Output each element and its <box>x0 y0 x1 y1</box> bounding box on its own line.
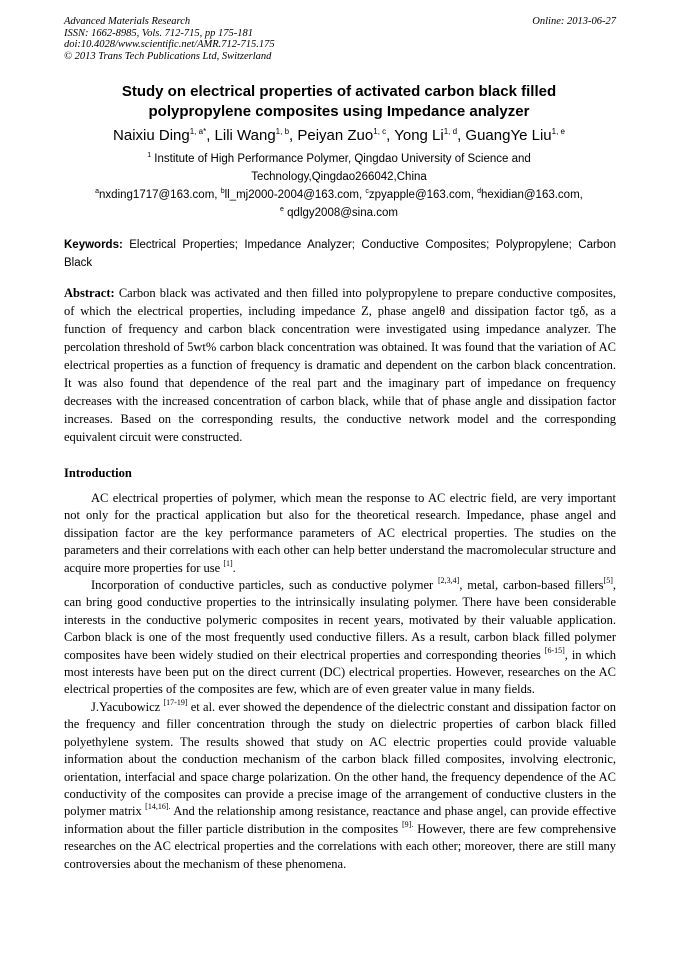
journal-name: Advanced Materials Research <box>64 16 191 27</box>
introduction-heading: Introduction <box>64 466 132 480</box>
citation: [2,3,4] <box>438 576 460 586</box>
issn-line: ISSN: 1662-8985, Vols. 712-715, pp 175-181 <box>64 27 253 39</box>
paragraph-3 <box>64 699 616 873</box>
paragraph-text: , metal, carbon-based fillers <box>459 578 604 593</box>
citation: [17-19] <box>163 697 188 707</box>
email-address[interactable]: hexidian@163.com <box>481 189 580 201</box>
citation: [14,16]. <box>145 802 171 812</box>
paragraph-text: . <box>232 560 236 575</box>
abstract-text: Carbon black was activated and then filled into polypropylene to prepare conductive composites, of which the electrical properties, including impedance Z, phase angelθ and dissipation factor tgδ, as a function of frequency and carbon black concentration were investigated using impedance analyzer. The percolation threshold of 5wt% carbon black concentration was obtained. It was found that the variation of AC electrical properties as a function of frequency is dramatic and dependent on the carbon black concentration. It was also found that dependence of the real part and the imaginary part of impedance on frequency decreases with the increased concentration of carbon black, while that of phase angle and dissipation factor increases. Based on the corresponding results, the conductive network model and the corresponding equivalent circuit were constructed. <box>64 286 617 444</box>
journal-header <box>64 16 464 62</box>
paragraph-1 <box>64 490 616 577</box>
paragraph-text: , can bring good conductive properties to the intrinsically insulating polymer. There have been considerable interests in the conductive polymeric composites in recent years, motivated by their valuable application. Carbon black is one of the most frequently used conductive fillers. As a result, carbon black filled polymer composites have been widely studied on their electrical properties and corresponding theories <box>64 578 616 662</box>
abstract-label: Abstract: <box>64 286 115 300</box>
copyright-line: © 2013 Trans Tech Publications Ltd, Switzerland <box>64 50 272 62</box>
affiliation-text: Institute of High Performance Polymer, Qingdao University of Science and <box>154 153 531 165</box>
paragraph-text: J.Yacubowicz <box>91 699 161 714</box>
email-address[interactable]: nxding1717@163.com <box>99 189 215 201</box>
abstract-section <box>64 284 616 446</box>
email-superscript: a <box>95 188 100 195</box>
email-line: $^a$nxding1717@163.com, $^b$ll_mj2000-2004@163.com, $^c$zpyapple@163.com, $^d$hexidian@163.com, <box>95 188 583 201</box>
citation: [9]. <box>401 819 414 829</box>
author-superscript: 1, d <box>443 127 458 136</box>
paragraph-text: et al. ever showed the dependence of the dielectric constant and dissipation factor on the frequency and filler concentration through the study on dielectric properties of carbon black filled polyethylene system. The results showed that study on AC electric properties could provide valuable information about the conduction mechanism of the carbon black filled composites, involving electronic, orientation, interfacial and space charge polarization. On the other hand, the frequency dependence of the AC conductivity of the composites can provide a precise image of the arrangement of conductive clusters in the polymer matrix <box>64 699 617 819</box>
keywords-section <box>64 236 616 272</box>
paper-title <box>60 82 618 122</box>
keywords-label: Keywords: <box>64 239 123 251</box>
email-address[interactable]: zpyapple@163.com <box>368 189 471 201</box>
online-date: Online: 2013-06-27 <box>532 16 616 27</box>
email-superscript: b <box>220 188 225 195</box>
paragraph-2 <box>64 577 616 699</box>
affiliation-block <box>60 150 618 222</box>
author-name: Lili Wang <box>214 127 276 144</box>
keywords-text: Electrical Properties; Impedance Analyzer; Conductive Composites; Polypropylene; Carbon Black <box>64 239 616 269</box>
email-superscript: e <box>280 206 284 213</box>
author-name: Naixiu Ding <box>113 127 190 144</box>
author-name: Yong Li <box>394 127 444 144</box>
title-line-2: polypropylene composites using Impedance analyzer <box>148 103 530 120</box>
paragraph-text: AC electrical properties of polymer, which mean the response to AC electric field, are very important not only for the practical application but also for the theoretical research. Impedance, phase angel and dissipation factor are the key performance parameters of AC electrical properties. The studies on the parameters and their correlations with each other can help better understand the macromolecular structure and acquire more properties for use <box>64 491 616 575</box>
paragraph-text: Incorporation of conductive particles, such as conductive polymer <box>91 578 434 593</box>
affiliation-line-1 <box>60 150 618 168</box>
citation: [1] <box>223 558 233 568</box>
email-superscript: c <box>365 188 369 195</box>
author-name: GuangYe Liu <box>465 127 552 144</box>
author-superscript: 1, e <box>551 127 565 136</box>
author-superscript: 1, a* <box>189 127 207 136</box>
affiliation-superscript: 1 <box>147 152 152 159</box>
paragraph-text: And the relationship among resistance, reactance and phase angel, can provide effective information about the filler particle distribution in the composites <box>64 804 617 836</box>
paragraph-text: , in which most interests have been put on the direct current (DC) electrical properties. However, researches on the AC electrical properties of the composites are few, which are of even greater value in many fields. <box>64 647 617 697</box>
paragraph-text: However, there are few comprehensive researches on the AC electrical properties and the correlations with each other; moreover, there are still many controversies about the mechanism of these phenomena. <box>64 821 616 871</box>
author-superscript: 1, b <box>275 127 290 136</box>
email-address[interactable]: qdlgy2008@sina.com <box>287 207 398 219</box>
citation: [5] <box>603 576 613 586</box>
author-list: Naixiu Ding$^{1, a*}$, Lili Wang$^{1, b}$, Peiyan Zuo$^{1, c}$, Yong Li$^{1, d}$, GuangYe Liu$^{1, e}$ <box>113 127 565 144</box>
citation: [6-15] <box>544 645 565 655</box>
title-line-1: Study on electrical properties of activated carbon black filled <box>121 83 557 100</box>
doi-line[interactable]: doi:10.4028/www.scientific.net/AMR.712-715.175 <box>64 39 275 51</box>
affiliation-line-2: Technology,Qingdao266042,China <box>251 171 427 183</box>
author-superscript: 1, c <box>373 127 387 136</box>
author-name: Peiyan Zuo <box>297 127 374 144</box>
email-superscript: d <box>477 188 482 195</box>
email-line-2 <box>60 204 618 222</box>
email-address[interactable]: ll_mj2000-2004@163.com <box>224 189 360 201</box>
introduction-body <box>64 490 616 873</box>
